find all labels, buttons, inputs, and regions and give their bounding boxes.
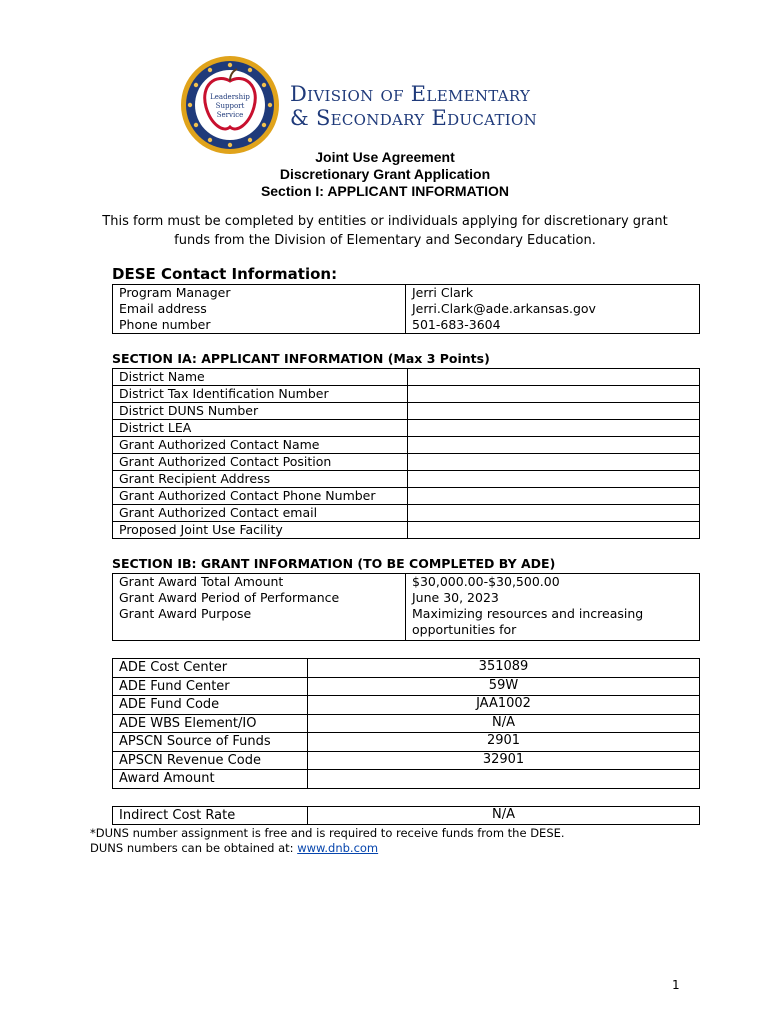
contact-value: 501-683-3604 bbox=[406, 317, 700, 334]
grant-info-table bbox=[112, 573, 700, 641]
field-label: District Tax Identification Number bbox=[113, 386, 408, 403]
doc-subtitle: Discretionary Grant Application bbox=[279, 166, 491, 182]
table-row bbox=[113, 522, 700, 539]
district-name-field[interactable] bbox=[408, 369, 700, 386]
contact-position-field[interactable] bbox=[408, 454, 700, 471]
table-row bbox=[113, 317, 700, 334]
field-value: 2901 bbox=[308, 733, 700, 752]
field-value: 351089 bbox=[308, 659, 700, 678]
field-value: Maximizing resources and increasing opportunities for bbox=[406, 606, 700, 641]
table-row bbox=[113, 471, 700, 488]
contact-value: Jerri.Clark@ade.arkansas.gov bbox=[406, 301, 700, 317]
indirect-cost-table bbox=[112, 806, 700, 825]
lea-field[interactable] bbox=[408, 420, 700, 437]
table-row bbox=[113, 574, 700, 591]
field-value: 59W bbox=[308, 677, 700, 696]
wordmark-line-1: Division of Elementary bbox=[290, 82, 531, 106]
field-label: APSCN Source of Funds bbox=[113, 733, 308, 752]
table-row bbox=[113, 751, 700, 770]
table-row bbox=[113, 369, 700, 386]
table-row bbox=[113, 488, 700, 505]
duns-link-prefix: DUNS numbers can be obtained at: bbox=[90, 841, 298, 855]
field-value: 32901 bbox=[308, 751, 700, 770]
field-value: N/A bbox=[308, 807, 700, 825]
table-row bbox=[113, 606, 700, 641]
fund-codes-table bbox=[112, 658, 700, 789]
field-value: JAA1002 bbox=[308, 696, 700, 715]
field-value: N/A bbox=[308, 714, 700, 733]
field-label: Grant Award Period of Performance bbox=[113, 590, 406, 606]
intro-paragraph: This form must be completed by entities or individuals applying for discretionary grant funds from the Division of Elementary and Secondary Education. bbox=[102, 214, 668, 248]
svg-text:Service: Service bbox=[216, 111, 244, 119]
table-row bbox=[113, 454, 700, 471]
field-label: Proposed Joint Use Facility bbox=[113, 522, 408, 539]
table-row bbox=[113, 420, 700, 437]
contact-label: Email address bbox=[113, 301, 406, 317]
field-label: Grant Recipient Address bbox=[113, 471, 408, 488]
table-row bbox=[113, 437, 700, 454]
table-row bbox=[113, 770, 700, 789]
field-label: District Name bbox=[113, 369, 408, 386]
duns-field[interactable] bbox=[408, 403, 700, 420]
field-label: Grant Authorized Contact Name bbox=[113, 437, 408, 454]
field-label: Grant Authorized Contact email bbox=[113, 505, 408, 522]
field-label: Award Amount bbox=[113, 770, 308, 789]
section-heading: Section I: APPLICANT INFORMATION bbox=[260, 183, 510, 199]
applicant-info-table bbox=[112, 368, 700, 539]
email-field[interactable] bbox=[408, 505, 700, 522]
field-label: ADE Fund Code bbox=[113, 696, 308, 715]
table-row bbox=[113, 285, 700, 302]
table-row bbox=[113, 807, 700, 825]
page-number: 1 bbox=[672, 978, 680, 992]
field-label: ADE Fund Center bbox=[113, 677, 308, 696]
table-row bbox=[113, 677, 700, 696]
field-label: Grant Award Total Amount bbox=[113, 574, 406, 591]
field-value: June 30, 2023 bbox=[406, 590, 700, 606]
field-label: District LEA bbox=[113, 420, 408, 437]
table-row bbox=[113, 696, 700, 715]
wordmark-line-2: & Secondary Education bbox=[290, 106, 538, 130]
facility-field[interactable] bbox=[408, 522, 700, 539]
field-label: ADE Cost Center bbox=[113, 659, 308, 678]
svg-text:Leadership: Leadership bbox=[210, 93, 250, 101]
agency-wordmark bbox=[290, 82, 537, 130]
table-row bbox=[113, 659, 700, 678]
table-row bbox=[113, 714, 700, 733]
section-ib-title: SECTION IB: GRANT INFORMATION (TO BE COMPLETED BY ADE) bbox=[112, 556, 556, 571]
contact-table bbox=[112, 284, 700, 334]
table-row bbox=[113, 505, 700, 522]
field-label: Grant Authorized Contact Phone Number bbox=[113, 488, 408, 505]
table-row bbox=[113, 590, 700, 606]
field-value: $30,000.00-$30,500.00 bbox=[406, 574, 700, 591]
field-label: Indirect Cost Rate bbox=[113, 807, 308, 825]
dnb-link[interactable]: www.dnb.com bbox=[297, 841, 379, 855]
table-row bbox=[113, 403, 700, 420]
duns-note: *DUNS number assignment is free and is required to receive funds from the DESE. bbox=[90, 826, 565, 840]
field-label: Grant Award Purpose bbox=[113, 606, 406, 641]
table-row bbox=[113, 733, 700, 752]
svg-text:Support: Support bbox=[215, 102, 245, 110]
contact-label: Program Manager bbox=[113, 285, 406, 302]
doc-title: Joint Use Agreement bbox=[315, 149, 455, 165]
duns-link-note bbox=[90, 841, 378, 856]
tax-id-field[interactable] bbox=[408, 386, 700, 403]
contact-heading: DESE Contact Information: bbox=[112, 265, 338, 283]
section-ia-title: SECTION IA: APPLICANT INFORMATION (Max 3 Points) bbox=[112, 351, 490, 366]
table-row bbox=[113, 386, 700, 403]
field-label: District DUNS Number bbox=[113, 403, 408, 420]
contact-name-field[interactable] bbox=[408, 437, 700, 454]
dese-seal-logo bbox=[180, 55, 280, 155]
table-row bbox=[113, 301, 700, 317]
field-label: ADE WBS Element/IO bbox=[113, 714, 308, 733]
contact-value: Jerri Clark bbox=[406, 285, 700, 302]
award-amount-field[interactable] bbox=[308, 770, 700, 789]
field-label: APSCN Revenue Code bbox=[113, 751, 308, 770]
phone-field[interactable] bbox=[408, 488, 700, 505]
field-label: Grant Authorized Contact Position bbox=[113, 454, 408, 471]
contact-label: Phone number bbox=[113, 317, 406, 334]
address-field[interactable] bbox=[408, 471, 700, 488]
